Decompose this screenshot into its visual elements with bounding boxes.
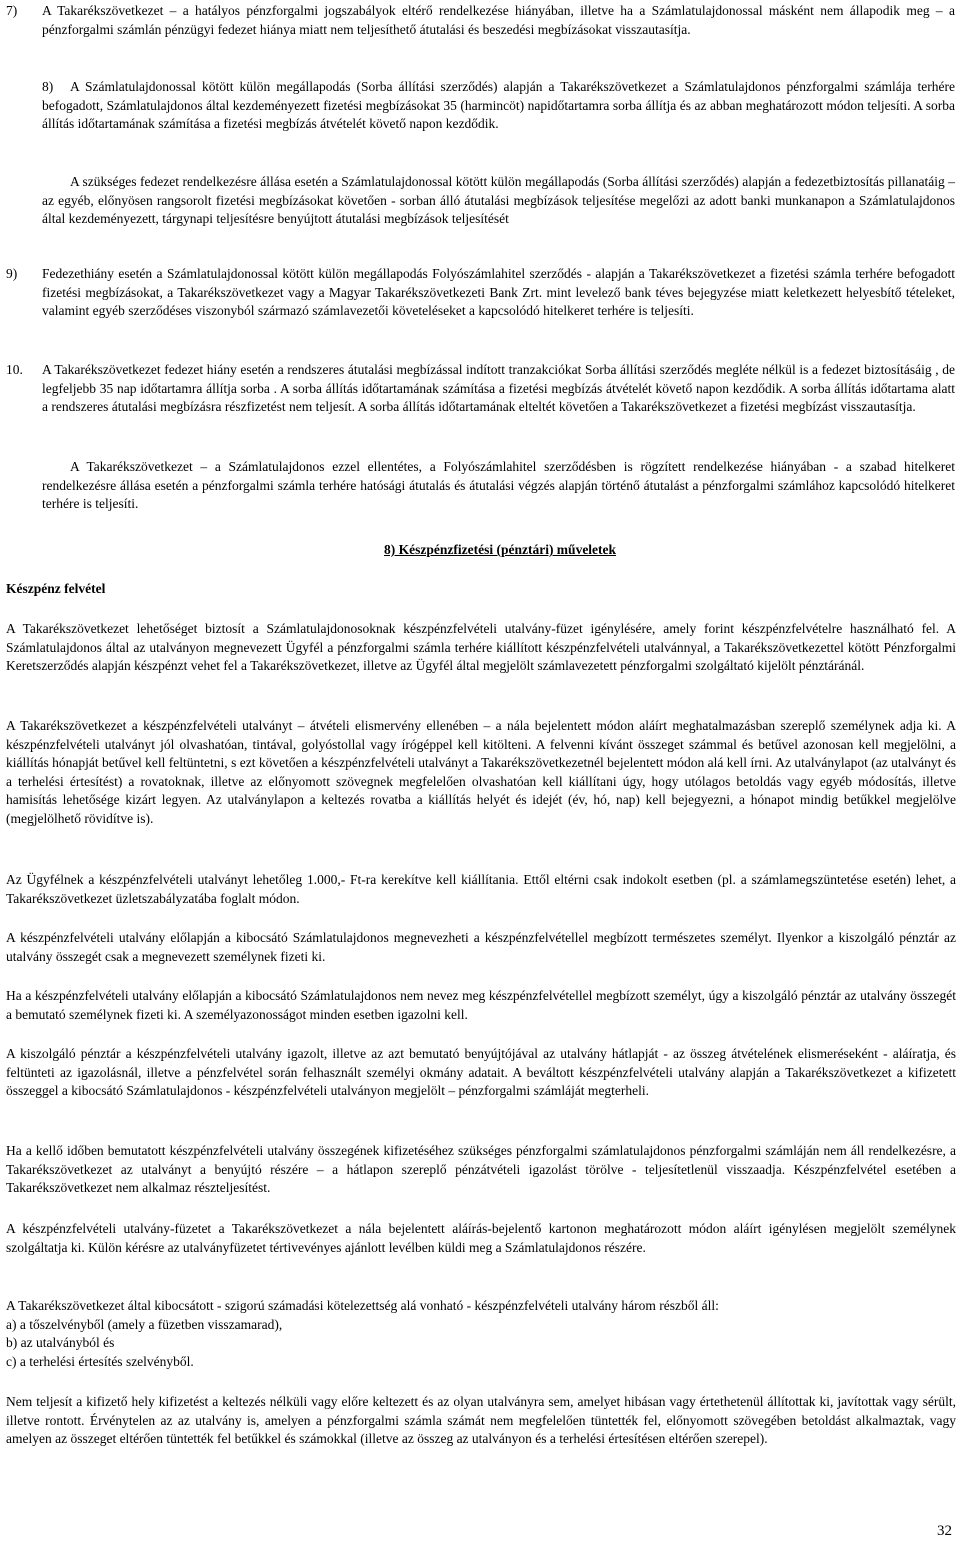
paragraph-7: Ha a kellő időben bemutatott készpénzfelvételi utalvány összegének kifizetéséhez szükséges pénzforgalmi számlatulajdonos pénzforgalmi számláján nem áll rendelkezésre, a Takarékszövetkezet az utalványt a benyújtó részére – a hátlapon szereplő pénzátvételi igazolást törölve - teljesítetlenül visszaadja. Készpénzfelvétel esetében a Takarékszövetkezet nem alkalmaz részteljesítést. — [6, 1143, 956, 1195]
last-paragraph: Nem teljesít a kifizető hely kifizetést a keltezés nélküli vagy előre keltezett és az olyan utalványra sem, amelyet hibásan vagy értethetenül állítottak ki, javítottak vagy sérült, illetve rontott. Érvénytelen az az utalvány is, amelyen a pénzforgalmi számla számát nem megfelelően tüntették fel, előnyomott szövegében betoldást alkalmaztak, vagy amelyen az összeget eltérően tüntették fel betűkkel és számokkal (illetve az összeg az utalványon és a terhelési értesítésen eltérően szerepel). — [6, 1394, 956, 1446]
list-item: a) a tőszelvényből (amely a füzetben visszamarad), — [6, 1316, 283, 1332]
page-number: 32 — [937, 1523, 952, 1539]
item-10-second-paragraph: A Takarékszövetkezet – a Számlatulajdonos ezzel ellentétes, a Folyószámlahitel szerződésben is rögzített rendelkezése hiányában - a szabad hitelkeret rendelkezésre állása esetén a pénzforgalmi számla terhére hatósági átutalás és átutalási végzés alapján történő átutalást a pénzforgalmi számlához kapcsolódó hitelkeret terhére is teljesíti. — [42, 459, 955, 511]
paragraph-2: A Takarékszövetkezet a készpénzfelvételi utalványt – átvételi elismervény ellenében – a nála bejelentett módon aláírt meghatalmazásban szereplő személynek adja ki. A készpénzfelvételi utalványt jól olvashatóan, tintával, golyóstollal vagy írógéppel kell kitölteni. A felvenni kívánt összeget számmal és betűvel azonosan kell megjelölni, a kiállítás hónapját betűvel kell feltüntetni, s ezt követően a készpénzfelvételi utalványt a Takarékszövetkezetnél bejelentett módon alá kell írni. Az utalványlapot (az utalványt és a terhelési értesítést) a rovatoknak, illetve az előnyomott szövegnek megfelelően olvashatóan kell kiállítani úgy, hogy utólagos betoldás vagy egyéb módosítás, illetve hamisítás lehetősége kizárt legyen. Az utalványlapon a keltezés rovatba a kiállítás helyét és idejét (év, hó, nap) kell bejegyezni, a hónapot mindig betűkkel megjelölve (megjelölhető rövidítve is). — [6, 718, 956, 826]
paragraph-4: A készpénzfelvételi utalvány előlapján a kibocsátó Számlatulajdonos megnevezheti a készpénzfelvétellel megbízott természetes személyt. Ilyenkor a kiszolgáló pénztár az utalvány összegét csak a megnevezett személynek fizeti ki. — [6, 930, 956, 964]
paragraph-3: Az Ügyfélnek a készpénzfelvételi utalványt lehetőleg 1.000,- Ft-ra kerekítve kell kiállítania. Ettől eltérni csak indokolt esetben (pl. a számlamegszüntetése esetén) lehet, a Takarékszövetkezet üzletszabályzatába foglalt módon. — [6, 872, 956, 906]
paragraph-5: Ha a készpénzfelvételi utalvány előlapján a kibocsátó Számlatulajdonos nem nevez meg készpénzfelvétellel megbízott személyt, úgy a kiszolgáló pénztár az utalvány összegét a bemutató személynek fizeti ki. A személyazonosságot minden esetben igazolni kell. — [6, 988, 956, 1022]
item-8-second-paragraph: A szükséges fedezet rendelkezésre állása esetén a Számlatulajdonossal kötött külön megállapodás (Sorba állítási szerződés) alapján a fedezetbiztosítás pillanatáig – az egyéb, előnyösen rangsorolt fizetési megbízásokat követően - sorban álló átutalási megbízások teljesítése megelőzi az adott banki munkanapon a Számlatulajdonos által kezdeményezett, tárgynapi teljesítésre benyújtott átutalási megbízások teljesítését — [42, 174, 955, 226]
item-8-text: A Számlatulajdonossal kötött külön megállapodás (Sorba állítási szerződés) alapján a Takarékszövetkezet a Számlatulajdonos pénzforgalmi számlája terhére befogadott, Számlatulajdonos által kezdeményezett fizetési megbízásokat 35 (harmincöt) napidőtartamra sorba állítja és az abban meghatározott módon teljesíti. A sorba állítás időtartamának számítása a fizetési megbízás átvételét követő napon kezdődik. — [42, 79, 955, 131]
item-8-number: 8) — [42, 79, 54, 94]
item-9-number: 9) — [6, 266, 18, 281]
list-item: c) a terhelési értesítés szelvényből. — [6, 1353, 194, 1369]
item-7-text: A Takarékszövetkezet – a hatályos pénzforgalmi jogszabályok eltérő rendelkezése hiányában, illetve ha a Számlatulajdonossal másként nem állapodik meg – a pénzforgalmi számlán pénzügyi fedezet hiánya miatt nem teljesíthető átutalási és beszedési megbízásokat visszautasítja. — [42, 3, 955, 37]
item-10-text: A Takarékszövetkezet fedezet hiány esetén a rendszeres átutalási megbízással indított tranzakciókat Sorba állítási szerződés megléte nélkül is a fedezet biztosításáig , de legfeljebb 35 nap időtartamra állítja sorba . A sorba állítás időtartamának számítása a fizetési megbízás átvételét követő napon kezdődik. A sorba állítás időtartama alatt a rendszeres átutalási megbízásra részfizetést nem teljesít. A sorba állítás időtartamának elteltét követően a Takarékszövetkezet a fizetési megbízást visszautasítja. — [42, 362, 955, 414]
side-heading: Készpénz felvétel — [6, 581, 106, 596]
paragraph-8: A készpénzfelvételi utalvány-füzetet a Takarékszövetkezet a nála bejelentett aláírás-bejelentő kartonon meghatározott módon aláírt igénylésen megjelölt személynek szolgáltatja ki. Külön kérésre az utalványfüzetet tértivevényes ajánlott levélben küldi meg a Számlatulajdonos részére. — [6, 1221, 956, 1255]
item-9-text: Fedezethiány esetén a Számlatulajdonossal kötött külön megállapodás Folyószámlahitel szerződés - alapján a Takarékszövetkezet a fizetési számla terhére befogadott fizetési megbízásokat, a Takarékszövetkezet vagy a Magyar Takarékszövetkezeti Bank Zrt. mint levelező bank téves bejegyzése miatt keletkezett helyesbítő tételeket, valamint egyéb szerződéses viszonyból származó számlavezetői követeléseket a kapcsolódó hitelkeret terhére is teljesíti. — [42, 266, 955, 318]
item-7-number: 7) — [6, 3, 18, 18]
list-intro: A Takarékszövetkezet által kibocsátott - szigorú számadási kötelezettség alá vonható - készpénzfelvételi utalvány három részből áll: — [6, 1298, 719, 1313]
paragraph-6: A kiszolgáló pénztár a készpénzfelvételi utalvány igazolt, illetve az azt bemutató benyújtójával az utalvány hátlapját - az összeg átvételének elismeréseként - aláíratja, és feltünteti az igazolásnál, illetve a pénzfelvétel során felhasznált személyi okmány adatait. A beváltott készpénzfelvételi utalvány alapján a Takarékszövetkezet a kifizetett összeggel a kibocsátó Számlatulajdonos - készpénzfelvételi utalványon megjelölt – pénzforgalmi számláját megterheli. — [6, 1046, 956, 1098]
item-10-number: 10. — [6, 362, 23, 377]
list-item: b) az utalványból és — [6, 1335, 115, 1350]
section-heading: 8) Készpénzfizetési (pénztári) műveletek — [384, 542, 617, 557]
paragraph-1: A Takarékszövetkezet lehetőséget biztosít a Számlatulajdonosoknak készpénzfelvételi utalvány-füzet igénylésére, amely forint készpénzfelvételre használható fel. A Számlatulajdonos által az utalványon megnevezett Ügyfél a pénzforgalmi számla terhére kiállított készpénzfelvételi utalvánnyal, a Takarékszövetkezettel kötött Pénzforgalmi Keretszerződés alapján készpénzt vehet fel a Takarékszövetkezet, illetve az Ügyfél által megjelölt számlavezetett pénzforgalmi szolgáltató kijelölt pénztáránál. — [6, 621, 956, 673]
composition-list — [6, 1297, 956, 1371]
